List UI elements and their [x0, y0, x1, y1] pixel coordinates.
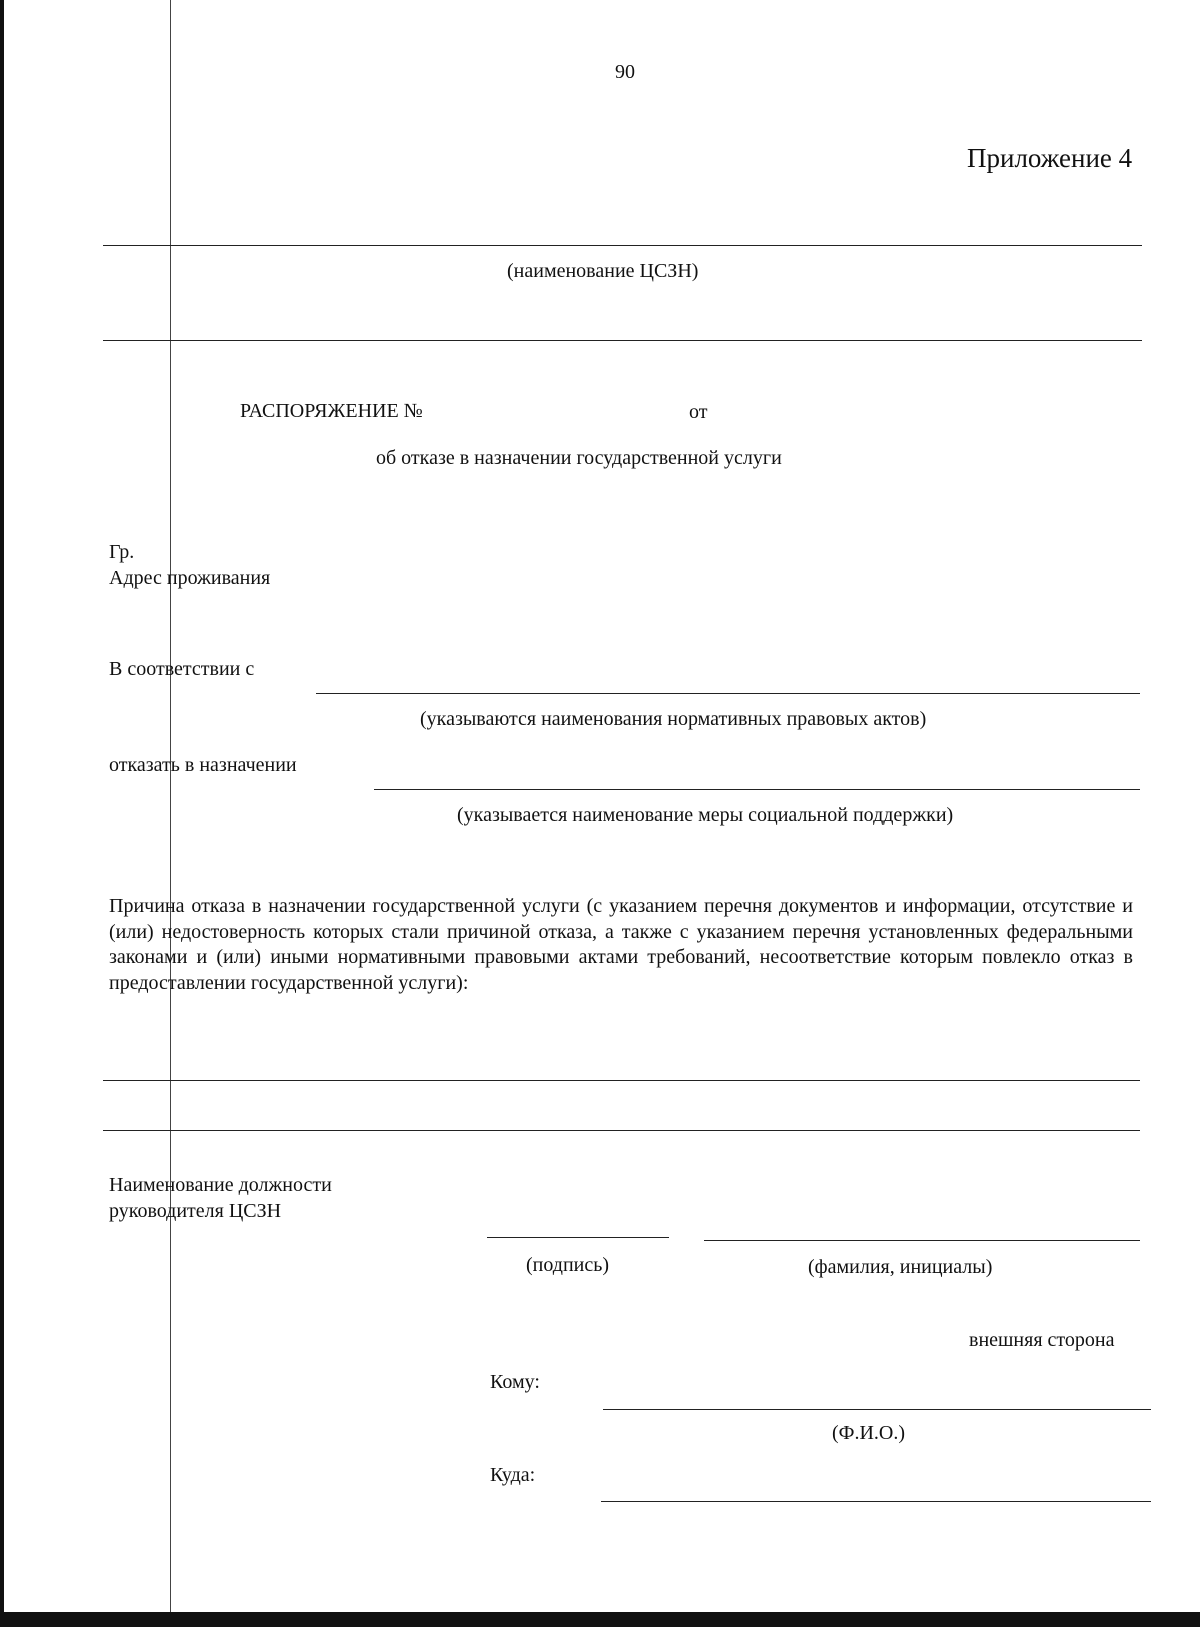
fio-caption: (Ф.И.О.) — [832, 1422, 906, 1444]
order-date-label: от — [689, 401, 708, 423]
reason-line-2 — [103, 1130, 1140, 1131]
refuse-line — [374, 789, 1140, 790]
scan-left-edge — [0, 0, 4, 1627]
refuse-label: отказать в назначении — [109, 754, 297, 776]
address-to-label: Куда: — [490, 1464, 536, 1486]
org-name-line-2 — [103, 340, 1142, 341]
appendix-label: Приложение 4 — [967, 143, 1133, 173]
accordance-line — [316, 693, 1140, 694]
accordance-caption: (указываются наименования нормативных правовых актов) — [420, 708, 927, 730]
order-subject: об отказе в назначении государственной услуги — [376, 447, 782, 469]
signature-caption: (подпись) — [526, 1254, 610, 1276]
external-side-label: внешняя сторона — [969, 1329, 1115, 1351]
reason-line-1 — [103, 1080, 1140, 1081]
org-name-line — [103, 245, 1142, 246]
refuse-caption: (указывается наименование меры социальной поддержки) — [457, 804, 954, 826]
signature-line — [487, 1237, 669, 1238]
position-title-line1: Наименование должности — [109, 1174, 332, 1196]
name-line — [704, 1240, 1140, 1241]
recipient-label: Кому: — [490, 1371, 540, 1393]
scan-bottom-edge — [0, 1612, 1200, 1627]
citizen-label: Гр. — [109, 541, 135, 563]
reason-paragraph: Причина отказа в назначении государственной услуги (с указанием перечня документов и информации, отсутствие и (или) недостоверность которых стали причиной отказа, а также с указанием перечня установленных федеральными законами и (или) иными нормативными правовыми актами требований, несоответствие которым повлекло отказ в предоставлении государственной услуги): — [109, 895, 1133, 994]
address-label: Адрес проживания — [109, 567, 271, 589]
position-title-line2: руководителя ЦСЗН — [109, 1200, 282, 1222]
recipient-line — [603, 1409, 1151, 1410]
name-caption: (фамилия, инициалы) — [808, 1256, 993, 1278]
order-title: РАСПОРЯЖЕНИЕ № — [240, 400, 423, 422]
org-name-caption: (наименование ЦСЗН) — [507, 260, 699, 282]
accordance-label: В соответствии с — [109, 658, 255, 680]
address-to-line — [601, 1501, 1151, 1502]
page-number: 90 — [615, 61, 635, 83]
